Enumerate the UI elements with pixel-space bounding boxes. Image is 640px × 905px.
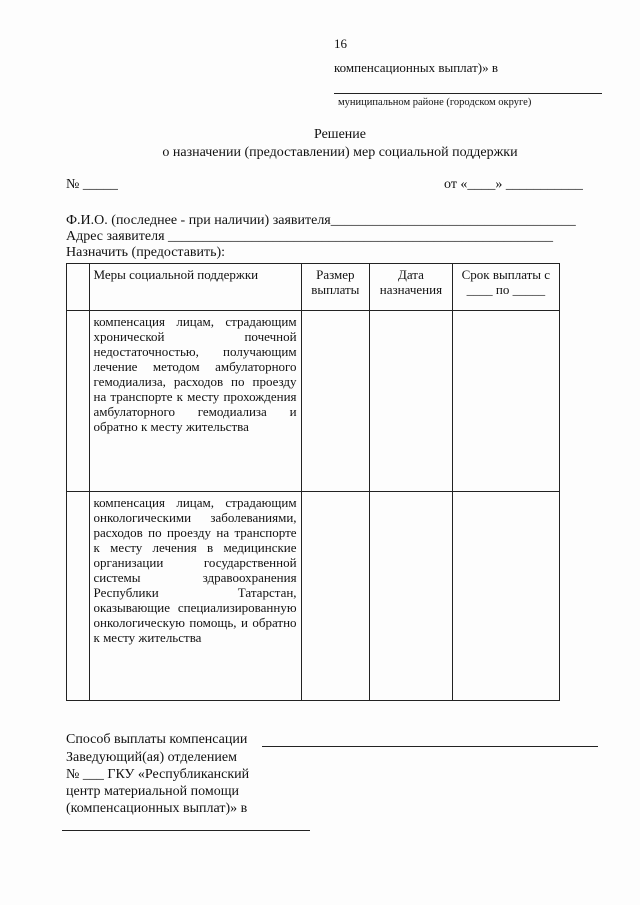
assign-label: Назначить (предоставить):	[66, 245, 226, 260]
amount-cell	[301, 492, 370, 701]
document-subtitle: о назначении (предоставлении) мер социальной поддержки	[162, 145, 518, 160]
payment-method-line	[262, 746, 598, 747]
signatory-line-1: Заведующий(ая) отделением	[66, 750, 237, 765]
page-number: 16	[334, 36, 347, 51]
table-row	[67, 492, 560, 701]
header-signature-line	[334, 93, 602, 94]
header-caption: муниципальном районе (городском округе)	[338, 97, 532, 108]
period-cell	[452, 311, 559, 492]
table-header-blank	[67, 264, 90, 311]
date-cell	[370, 492, 453, 701]
measure-cell: компенсация лицам, страдающим онкологическими заболеваниями, расходов по проезду на транспорте к месту лечения в медицинские организации государственной системы здравоохранения Республики Татарстан, оказывающие специализированную онкологическую помощь, и обратно к месту жительства	[89, 492, 301, 701]
signatory-line-4: (компенсационных выплат)» в	[66, 801, 248, 816]
decision-number-field: № _____	[66, 177, 118, 192]
header-continuation: компенсационных выплат)» в	[334, 60, 498, 75]
payment-method-label: Способ выплаты компенсации	[66, 732, 248, 747]
table-header-row	[67, 264, 560, 311]
support-measures-table	[66, 263, 560, 701]
signatory-blank-line	[62, 830, 310, 831]
row-marker-cell	[67, 492, 90, 701]
header-amount: Размер выплаты	[301, 264, 370, 311]
date-cell	[370, 311, 453, 492]
row-marker-cell	[67, 311, 90, 492]
amount-cell	[301, 311, 370, 492]
decision-date-field: от «____» ___________	[444, 177, 583, 192]
table-row	[67, 311, 560, 492]
header-date: Дата назначения	[370, 264, 453, 311]
signatory-line-2: № ___ ГКУ «Республиканский	[66, 767, 250, 782]
header-period: Срок выплаты с ____ по _____	[452, 264, 559, 311]
measure-cell: компенсация лицам, страдающим хронической почечной недостаточностью, получающим лечение методом амбулаторного гемодиализа, расходов по проезду на транспорте к месту прохождения амбулаторного гемодиализа и обратно к месту жительства	[89, 311, 301, 492]
document-title: Решение	[313, 127, 366, 142]
applicant-address-field: Адрес заявителя _______________________________________________________	[66, 229, 554, 244]
signatory-line-3: центр материальной помощи	[66, 784, 239, 799]
period-cell	[452, 492, 559, 701]
header-measures: Меры социальной поддержки	[89, 264, 301, 311]
applicant-name-field: Ф.И.О. (последнее - при наличии) заявителя___________________________________	[66, 213, 576, 228]
